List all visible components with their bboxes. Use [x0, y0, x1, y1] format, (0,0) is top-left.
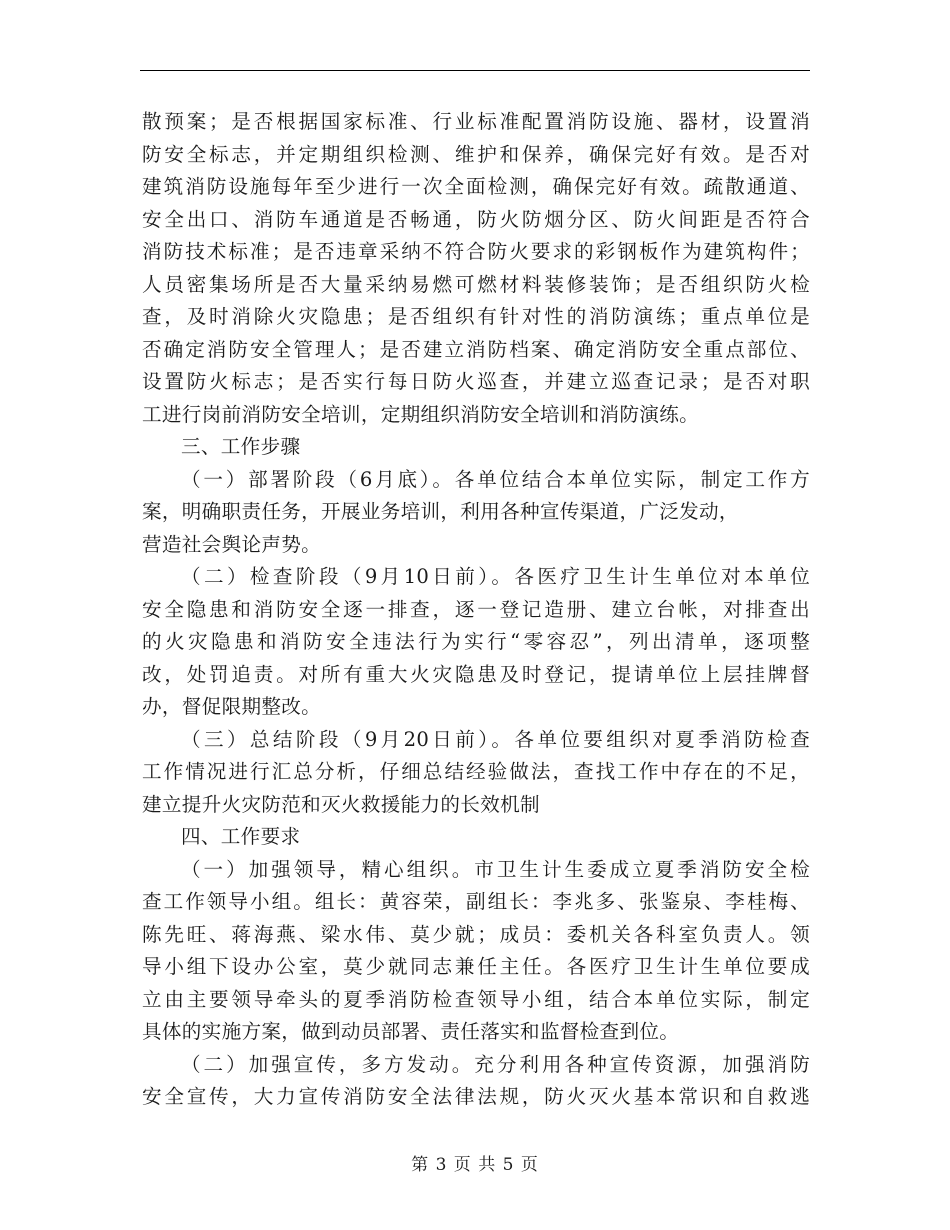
text-line: 具体的实施方案，做到动员部署、责任落实和监督检查到位。: [142, 1020, 680, 1043]
text-line: 三、工作步骤: [181, 435, 301, 458]
text-line: 安全出口、消防车通道是否畅通，防火防烟分区、防火间距是否符合: [142, 207, 810, 231]
header-rule: [140, 70, 810, 71]
text-line: 建立提升火灾防范和灭火救援能力的长效机制: [142, 792, 540, 816]
text-line: 安全宣传，大力宣传消防安全法律法规，防火灭火基本常识和自救逃: [142, 1085, 810, 1108]
text-line: 安全隐患和消防安全逐一排查，逐一登记造册、建立台帐，对排查出: [142, 597, 810, 621]
text-line: 导小组下设办公室，莫少就同志兼任主任。各医疗卫生计生单位要成: [142, 955, 810, 978]
text-line: （三）总结阶段（9月20日前）。各单位要组织对夏季消防检查: [181, 727, 810, 751]
text-line: 四、工作要求: [181, 825, 301, 848]
text-line: 办，督促限期整改。: [142, 695, 322, 718]
text-line: 营造社会舆论声势。: [142, 532, 322, 556]
text-line: 工进行岗前消防安全培训，定期组织消防安全培训和消防演练。: [142, 402, 700, 426]
document-body: [142, 106, 810, 1114]
text-line: （二）检查阶段（9月10日前）。各医疗卫生计生单位对本单位: [181, 565, 810, 588]
text-line: 陈先旺、蒋海燕、梁水伟、莫少就；成员：委机关各科室负责人。领: [142, 922, 810, 946]
page-footer: 第 3 页 共 5 页: [411, 1155, 539, 1175]
text-line: 否确定消防安全管理人；是否建立消防档案、确定消防安全重点部位、: [142, 337, 810, 361]
text-line: 人员密集场所是否大量采纳易燃可燃材料装修装饰；是否组织防火检: [142, 272, 810, 296]
text-line: 工作情况进行汇总分析，仔细总结经验做法，查找工作中存在的不足，: [142, 760, 810, 783]
text-line: （一）加强领导，精心组织。市卫生计生委成立夏季消防安全检: [181, 857, 810, 881]
text-line: 查，及时消除火灾隐患；是否组织有针对性的消防演练；重点单位是: [142, 305, 810, 328]
text-line: 查工作领导小组。组长：黄容荣，副组长：李兆多、张鉴泉、李桂梅、: [142, 890, 810, 913]
text-line: 消防技术标准；是否违章采纳不符合防火要求的彩钢板作为建筑构件；: [142, 240, 810, 263]
text-line: 的火灾隐患和消防安全违法行为实行“零容忍”，列出清单，逐项整: [142, 630, 810, 653]
text-line: 立由主要领导牵头的夏季消防检查领导小组，结合本单位实际，制定: [142, 987, 810, 1011]
text-line: 案，明确职责任务，开展业务培训，利用各种宣传渠道，广泛发动，: [142, 500, 739, 523]
text-line: 改，处罚追责。对所有重大火灾隐患及时登记，提请单位上层挂牌督: [142, 662, 810, 686]
text-line: 建筑消防设施每年至少进行一次全面检测，确保完好有效。疏散通道、: [142, 175, 810, 198]
text-line: 防安全标志，并定期组织检测、维护和保养，确保完好有效。是否对: [142, 142, 810, 166]
text-line: （二）加强宣传，多方发动。充分利用各种宣传资源，加强消防: [181, 1052, 810, 1076]
text-line: （一）部署阶段（6月底）。各单位结合本单位实际，制定工作方: [181, 467, 810, 491]
text-line: 设置防火标志；是否实行每日防火巡查，并建立巡查记录；是否对职: [142, 370, 810, 393]
text-line: 散预案；是否根据国家标准、行业标准配置消防设施、器材，设置消: [142, 110, 810, 133]
